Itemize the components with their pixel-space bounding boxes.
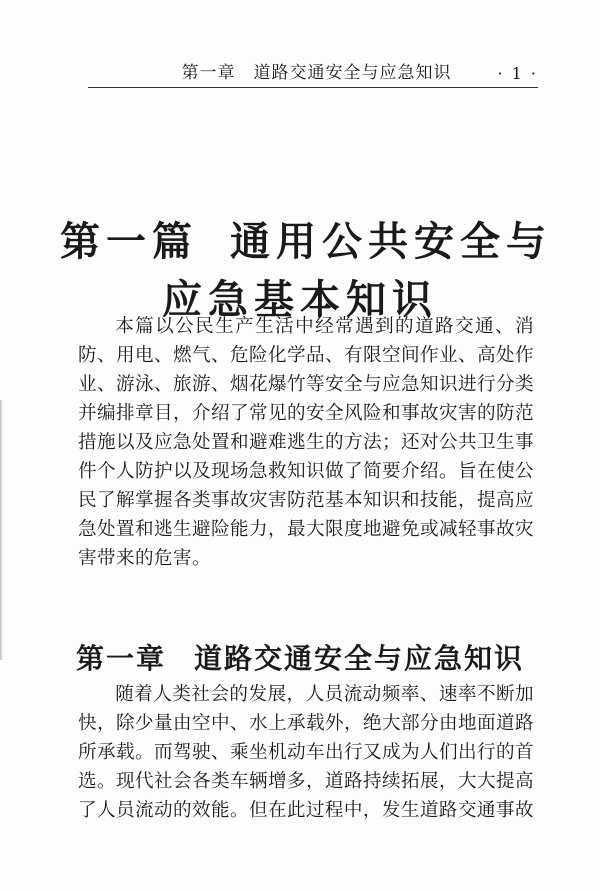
part-title-text-1: 通用公共安全与 (230, 217, 552, 265)
page-edge-shadow (0, 400, 3, 660)
part-title-line-2: 应急基本知识 (162, 275, 438, 323)
part-number: 第一篇 (60, 217, 198, 265)
chapter-title (60, 637, 540, 677)
running-title: 第一章 道路交通安全与应急知识 (181, 63, 452, 83)
chapter-number: 第一章 (75, 642, 166, 676)
chapter-title-text: 道路交通安全与应急知识 (194, 642, 525, 676)
page-number: · 1 · (497, 64, 538, 83)
part-title-line-1 (60, 213, 552, 271)
intro-paragraph: 本篇以公民生产生活中经常遇到的道路交通、消防、用电、燃气、危险化学品、有限空间作业、高处作业、游泳、旅游、烟花爆竹等安全与应急知识进行分类并编排章目，介绍了常见的安全风险和事故灾害的防范措施以及应急处置和避难逃生的方法；还对公共卫生事件个人防护以及现场急救知识做了简要介绍。旨在使公民了解掌握各类事故灾害防范基本知识和技能，提高应急处置和逃生避险能力，最大限度地避免或减轻事故灾害带来的危害。 (78, 316, 534, 569)
chapter-paragraph: 随着人类社会的发展，人员流动频率、速率不断加快，除少量由空中、水上承载外，绝大部分由地面道路所承载。而驾驶、乘坐机动车出行又成为人们出行的首选。现代社会各类车辆增多，道路持续拓展，大大提高了人员流动的效能。但在此过程中，发生道路交通事故 (78, 684, 534, 821)
page-header (88, 58, 538, 88)
